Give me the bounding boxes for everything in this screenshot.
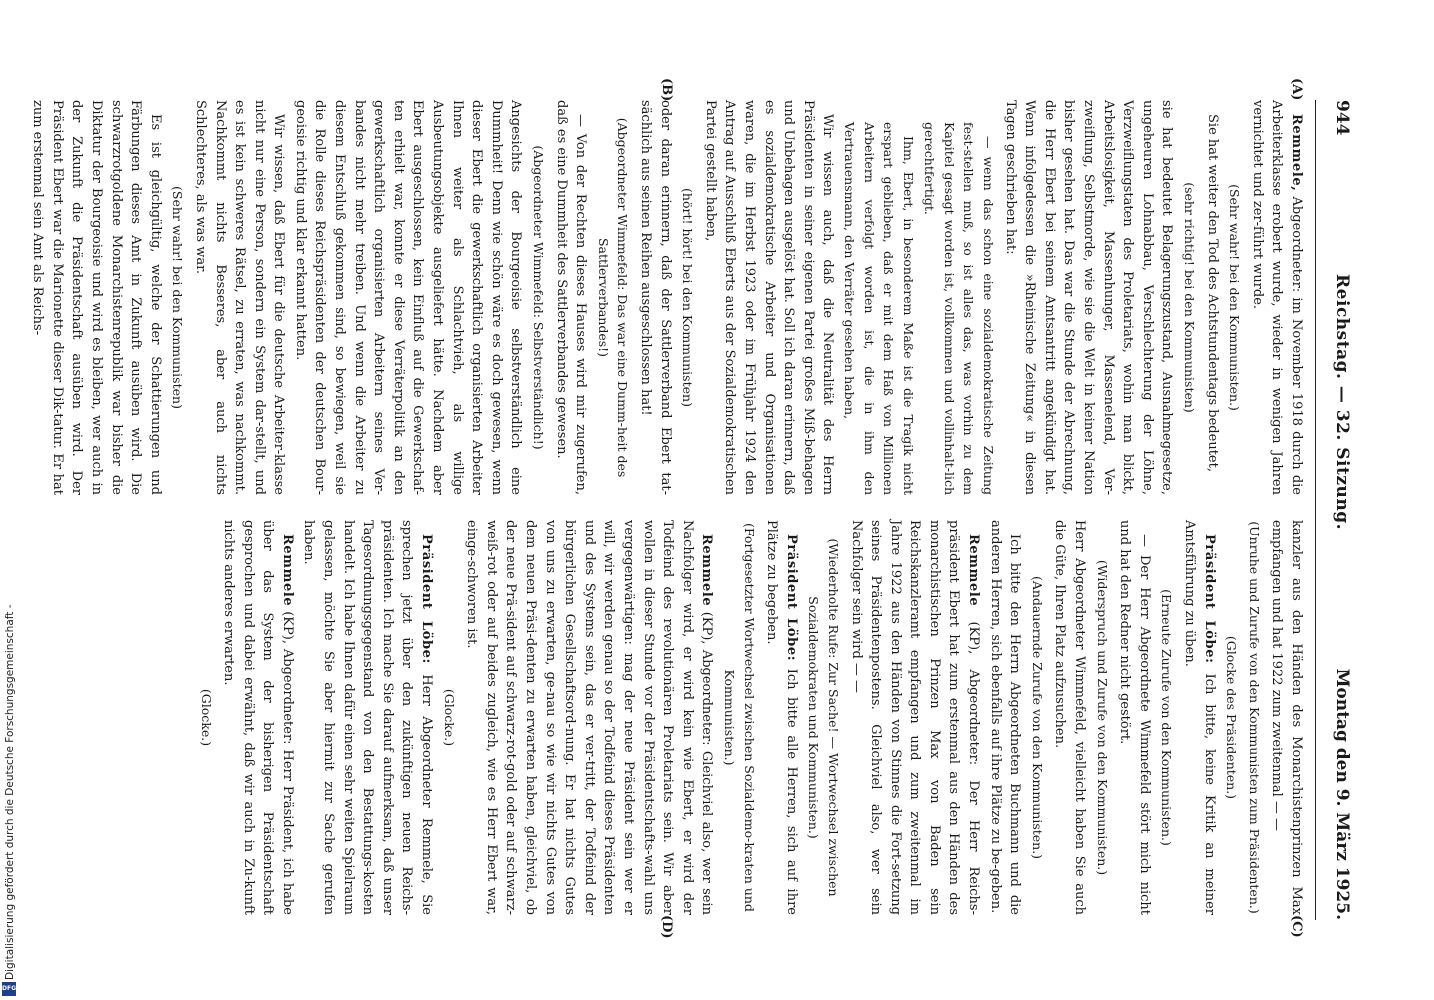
- speaker-paragraph: [299, 520, 436, 915]
- speech-text: Herr Präsident, ich habe über das System der bisherigen Präsidentschaft gesprochen und dabei erwähnt, daß wir auch in Zu-kunft nichts anderes erwarten.: [221, 520, 295, 915]
- body-paragraph: Sie hat weiter den Tod des Achtstundentags bedeutet,: [1204, 114, 1220, 472]
- body-paragraph: Ich bitte den Herrn Abgeordneten Buchmann und die anderen Herren, sich ebenfalls auf ihre Plätze zu be-geben.: [987, 520, 1023, 915]
- speech-text: Herr Abgeordneter Remmele, Sie sprechen jetzt über den zukünftigen neuen Reichs-präsidenten. Ich mache Sie darauf aufmerksam, daß unser Tagesordnungsgegenstand von den Bestattungs-kosten handelt. Ich habe Ihnen dafür einen sehr weiten Spielraum gelassen, möchte Sie aber hiermit zur Sache gerufen haben.: [301, 520, 435, 915]
- speaker-paragraph: [1179, 520, 1218, 915]
- speaker-role: Abgeordneter:: [1289, 196, 1304, 293]
- interjection-note: (Glocke.): [198, 688, 214, 747]
- speaker-role: (KP), Abgeordneter:: [699, 611, 715, 746]
- header-title: Reichstag. — 32. Sitzung.: [1332, 274, 1352, 531]
- speaker-name: Remmele: [699, 534, 715, 607]
- interjection-note: (hört! hört! bei den Kommunisten): [680, 188, 696, 407]
- speech-text: Gleichviel also, wer sein Nachfolger wird, er wird kein wie Ebert, er wird der Todfeind des revolutionären Proletariats sein. Wir aber wollen in dieser Stunde vor der Präsidentschafts-wahl uns vergegenwärtigen: mag der neue Präsident sein wer er will, wir werden genau so der Todfeind dieses Präsidenten und des Systems sein, das er ver-tritt, der Todfeind der bürgerlichen Gesellschaftsord-nung. Er hat nichts Gutes von uns zu erwarten, ge-nau so wie wir nichts Gutes von dem neuen Präsi-denten zu erwarten haben, gleichviel, ob der neue Prä-sident auf schwarz-rot-gold oder auf schwarz-weiß-rot oder auf beides zugleich, wie es Herr Ebert war, einge-schworen ist.: [464, 520, 715, 915]
- interjection-note: (Andauernde Zurufe von den Kommunisten.): [1029, 575, 1045, 860]
- interjection-note: (Erneute Zurufe von den Kommunisten.): [1159, 589, 1175, 846]
- speaker-name: Präsident Löbe:: [419, 534, 435, 664]
- margin-mark-c: (C): [1289, 915, 1304, 938]
- body-paragraph: Wir wissen, daß Ebert für die deutsche Arbeiter-klasse nicht nur eine Person, sondern ein System dar-stellt, und es ist kein schweres Rätsel, zu erraten, was nachkommt. Nachkommt nichts Besseres, aber auch nichts Schlechteres, als was war.: [192, 100, 287, 495]
- quoted-passage: Ihm, Ebert, in besonderem Maße ist die Tragik nicht erspart geblieben, daß er mit dem Haß von Millionen Arbeitern verfolgt worden ist, die in ihm den Vertrauensmann, den Verräter gesehen haben,: [841, 122, 916, 495]
- interjection-note: (Glocke des Präsidenten.): [1224, 635, 1240, 800]
- margin-mark-b: (B): [659, 78, 674, 102]
- body-paragraph: sie hat bedeutet Belagerungszustand, Ausnahmegesetze, ungeheuren Lohnabbau, Verschlechterung der Löhne, Verzweiflungstaten des Proletariats, wohin man blickt, Arbeitslosigkeit, Massenhunger, Massenelend, Ver-zweiflung, Selbstmorde, wie sie die Welt in keiner Nation bisher gesehen hat. Das war die Stunde der Abrechnung, die Herr Ebert bei seinem Amtsantritt angekündigt hat. Wenn infolgedessen die »Rheinische Zeitung« in diesen Tagen geschrieben hat:: [1002, 100, 1175, 495]
- speaker-name: Remmele,: [1289, 114, 1304, 192]
- quoted-passage: — wenn das schon eine sozialdemokratische Zeitung fest-stellen muß, so ist alles das, was vorhin zu dem Kapitel gesagt worden ist, vollkommen und vollinhalt-lich gerechtfertigt.: [922, 122, 997, 495]
- left-column: [30, 100, 1306, 495]
- body-paragraph: — Von der Rechten dieses Hauses wird mir zugerufen, daß es eine Dummheit des Sattlerverbandes gewesen.: [553, 100, 589, 495]
- body-paragraph: Wir wissen auch, daß die Neutralität des Herrn Präsidenten in seiner eigenen Partei großes Miß-behagen und Unbehagen ausgelöst hat. Soll ich daran erinnern, daß es sozialdemokratische Arbeiter und Organisationen waren, die im Herbst 1923 oder im Frühjahr 1924 den Antrag auf Ausschluß Eberts aus der Sozialdemokratischen Partei gestellt haben,: [702, 100, 836, 495]
- speaker-paragraph: [462, 520, 717, 915]
- speech-text: Ich bitte, keine Kritik an meiner Amtsführung zu üben.: [1182, 520, 1217, 915]
- speaker-role: (KP), Abgeordneter:: [279, 611, 295, 745]
- speaker-name: Remmele: [279, 534, 295, 607]
- speaker-paragraph: [762, 520, 801, 915]
- speech-text: Der Herr Reichs-präsident Ebert hat zum erstenmal aus den Händen des monarchistischen Prinzen Max von Baden sein Reichskanzleramt empfangen und zum zweitenmal im Jahre 1922 aus den Händen von Stinnes die Fort-setzung seines Präsidentenpostens. Gleichviel also, wer sein Nachfolger sein wird — —: [848, 520, 982, 915]
- margin-mark-d: (D): [659, 915, 674, 939]
- speaker-paragraph: [846, 520, 983, 915]
- speaker-name: Remmele: [966, 534, 982, 607]
- dfg-logo: DFG: [2, 982, 16, 996]
- speech-text: im November 1918 durch die Arbeiterklasse erobert wurde, wieder in wenigen Jahren vernichtet und zer-führt wurde.: [1249, 100, 1304, 495]
- speaker-paragraph: [1247, 100, 1306, 495]
- body-paragraph: oder daran erinnern, daß der Sattlerverband Ebert tat-sächlich aus seinen Reihen ausgeschlossen hat!: [638, 100, 673, 495]
- interjection-note: (Widerspruch und Zurufe von den Kommunisten.): [1094, 559, 1110, 876]
- page-number: 944: [1332, 100, 1352, 136]
- interjection-note: (Wiederholte Rufe: Zur Sache! — Wortwechsel zwischen Sozialdemokraten und Kommunisten.): [806, 538, 841, 897]
- speaker-name: Präsident Löbe:: [783, 534, 799, 662]
- interjection-note: (Unruhe und Zurufe von den Kommunisten zum Präsidenten.): [1246, 521, 1262, 914]
- interjection-note: (Fortgesetzter Wortwechsel zwischen Sozialdemo-kraten und Kommunisten.): [721, 523, 757, 912]
- right-column: [46, 520, 1306, 915]
- header-date: Montag den 9. März 1925.: [1332, 668, 1352, 920]
- interjection-note: (Sehr wahr! bei den Kommunisten.): [1227, 184, 1243, 411]
- speaker-role: (KP), Abgeordneter:: [966, 621, 982, 766]
- funding-note: Digitalisierung gefördert durch die Deutsche Forschungsgemeinschaft -: [4, 604, 16, 980]
- page-header: [1315, 100, 1352, 920]
- margin-mark-a: (A): [1289, 78, 1304, 101]
- interjection-note: (Abgeordneter Wimmefeld: Das war eine Dumm-heit des Sattlerverbandes!): [595, 117, 631, 478]
- interjection-note: (sehr richtig! bei den Kommunisten): [1182, 182, 1198, 413]
- speech-text: Ich bitte alle Herren, sich auf ihre Plätze zu begeben.: [764, 520, 799, 915]
- interjection-note: (Abgeordneter Wimmefeld: Selbstverständlich!): [531, 145, 547, 450]
- interjection-note: (Glocke.): [441, 688, 457, 747]
- interjection-note: (Sehr wahr! bei den Kommunisten): [170, 186, 186, 409]
- body-paragraph: Herr Abgeordneter Wimmefeld, vielleicht haben Sie auch die Güte, Ihren Platz aufzusuchen.: [1052, 520, 1088, 915]
- body-paragraph: Angesichts der Bourgeoisie selbstverständlich eine Dummheit! Denn wie schön wäre es doch gewesen, wenn dieser Ebert die gewerkschaftlich organisierten Arbeiter Ihnen weiter als Schlachtvieh, als willige Ausbeutungsobjekte ausgeliefert hätte. Nachdem aber Ebert ausgeschlossen, kein Einfluß auf die Gewerkschaf-ten erhielt war, konnte er diese Verräterpolitik an den gewerkschaftlich organisierten Arbeitern seines Ver-bandes nicht mehr treiben. Und wenn die Arbeiter zu diesem Entschluß gekommen sind, so bewiegen, weil sie die Rolle dieses Reichspräsidenten der deutschen Bour-geoisie richtig und klar erkannt hatten.: [292, 100, 524, 495]
- body-paragraph: Es ist gleichgültig, welche der Schattierungen und Färbungen dieses Amt in Zukunft ausüben wird. Die schwarzrotgoldene Monarchistenrepublik war bisher die Diktatur der Bourgeoisie und wird es bleiben, wer auch in der Zukunft die Präsidentschaft ausüben wird. Der Präsident Ebert war die Marionette dieser Dik-tatur. Er hat zum erstenmal sein Amt als Reichs-: [30, 100, 163, 495]
- speaker-paragraph: [219, 520, 297, 915]
- body-paragraph: — Der Herr Abgeordnete Wimmefeld stört mich nicht und hat den Redner nicht gestört.: [1117, 520, 1152, 915]
- speaker-name: Präsident Löbe:: [1201, 534, 1217, 664]
- body-paragraph: kanzler aus den Händen des Monarchistenprinzen Max empfangen und hat 1922 zum zweitenmal — —: [1269, 520, 1304, 915]
